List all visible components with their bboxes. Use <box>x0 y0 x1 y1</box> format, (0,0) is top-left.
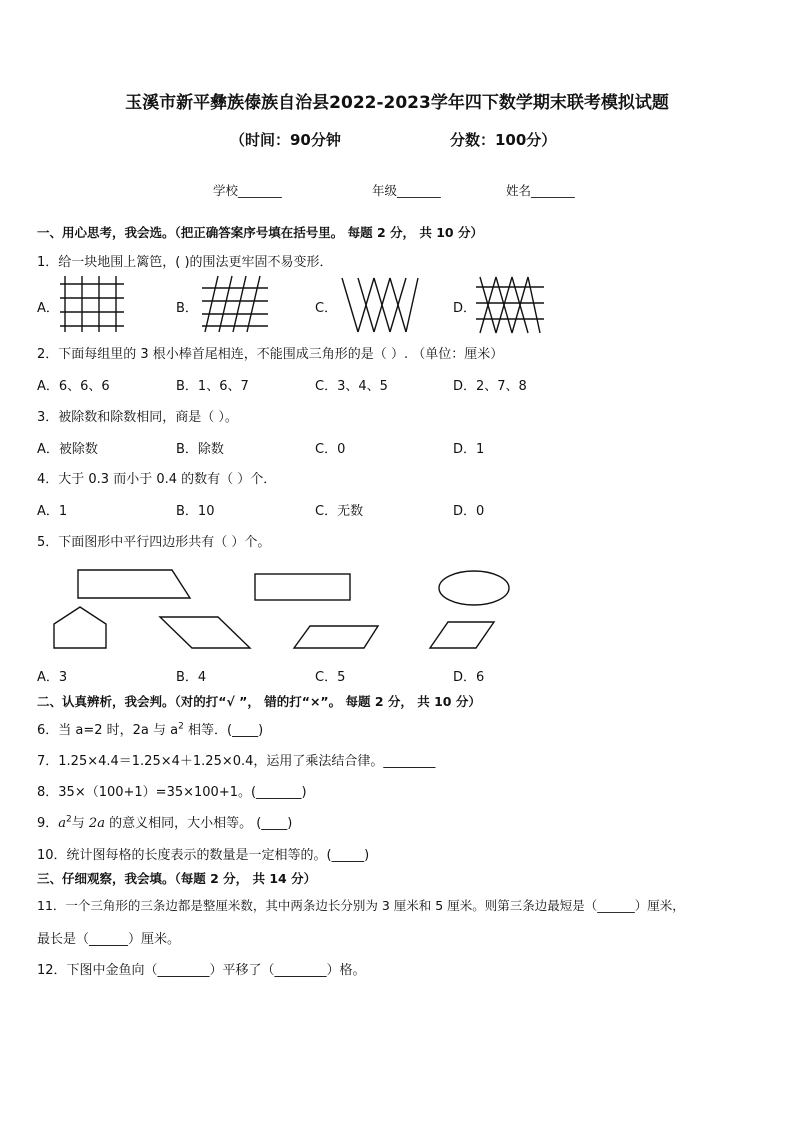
q5-shapes-figure <box>40 562 520 658</box>
q4-option-a[interactable]: A．1 <box>37 504 68 519</box>
q3-option-a[interactable]: A．被除数 <box>37 442 98 457</box>
q5-shape-pentagon <box>54 607 106 648</box>
question-6 <box>37 719 263 738</box>
exam-title: 玉溪市新平彝族傣族自治县2022-2023学年四下数学期末联考模拟试题 <box>125 93 669 113</box>
exam-time: （时间：90分钟 <box>230 131 341 149</box>
q5-option-c[interactable]: C．5 <box>315 670 346 685</box>
q2-option-a[interactable]: A．6、6、6 <box>37 379 110 394</box>
q1-label-d: D． <box>453 301 477 316</box>
q1-figure-a-square-grid <box>60 276 130 334</box>
q9-superscript: 2 <box>66 814 72 825</box>
school-field[interactable]: 学校_______ <box>213 183 282 198</box>
question-9 <box>37 812 292 831</box>
q6-text-start: 6．当 a=2 时，2a 与 a <box>37 723 179 738</box>
question-2: 2．下面每组里的 3 根小棒首尾相连，不能围成三角形的是（ ）. （单位：厘米） <box>37 347 504 362</box>
q1-label-a: A． <box>37 301 59 316</box>
q3-option-d[interactable]: D．1 <box>453 442 485 457</box>
question-1: 1．给一块地围上篱笆，( )的围法更牢固不易变形． <box>37 255 333 270</box>
section2-heading: 二、认真辨析，我会判。（对的打“√ ”， 错的打“×”。 每题 2 分， 共 10 分） <box>37 694 481 709</box>
question-4: 4．大于 0.3 而小于 0.4 的数有（ ）个． <box>37 472 277 487</box>
question-3: 3．被除数和除数相同，商是（ ）。 <box>37 410 238 425</box>
question-7: 7．1.25×4.4＝1.25×4＋1.25×0.4，运用了乘法结合律。________ <box>37 754 436 769</box>
q9-number: 9． <box>37 816 59 831</box>
q5-shape-ellipse <box>439 571 509 605</box>
q9-var-a: a <box>58 816 67 831</box>
q5-shape-parallelogram-top <box>78 570 190 598</box>
q6-text-end: 相等．(____) <box>183 723 264 738</box>
q2-option-b[interactable]: B．1、6、7 <box>176 379 249 394</box>
q1-figure-d-triangle-lattice <box>476 273 548 337</box>
q5-shape-rectangle <box>255 574 350 600</box>
q9-text-end: 的意义相同，大小相等。 (____) <box>104 816 293 831</box>
q5-option-a[interactable]: A．3 <box>37 670 68 685</box>
q1-figure-b-slanted-grid <box>200 276 272 334</box>
section3-heading: 三、仔细观察，我会填。（每题 2 分， 共 14 分） <box>37 871 317 886</box>
q2-option-c[interactable]: C．3、4、5 <box>315 379 388 394</box>
q9-var-2a: 2a <box>88 816 105 831</box>
q4-option-b[interactable]: B．10 <box>176 504 215 519</box>
grade-field[interactable]: 年级_______ <box>372 183 441 198</box>
q2-option-d[interactable]: D．2、7、8 <box>453 379 527 394</box>
name-field[interactable]: 姓名_______ <box>506 183 575 198</box>
question-11-line1: 11．一个三角形的三条边都是整厘米数，其中两条边长分别为 3 厘米和 5 厘米。则第三条边最短是（______）厘米， <box>37 898 685 913</box>
q9-text-mid: 与 <box>71 816 89 831</box>
q4-option-c[interactable]: C．无数 <box>315 504 364 519</box>
q3-option-b[interactable]: B．除数 <box>176 442 224 457</box>
q5-shape-rhombus <box>430 622 494 648</box>
q5-shape-parallelogram-long <box>160 617 250 648</box>
q5-option-d[interactable]: D．6 <box>453 670 485 685</box>
q5-shape-parallelogram-mid <box>294 626 378 648</box>
question-12: 12．下图中金鱼向（________）平移了（________）格。 <box>37 963 366 978</box>
q4-option-d[interactable]: D．0 <box>453 504 485 519</box>
question-10: 10．统计图每格的长度表示的数量是一定相等的。(_____) <box>37 848 370 863</box>
q1-label-c: C． <box>315 301 338 316</box>
q1-label-b: B． <box>176 301 198 316</box>
q1-figure-c-diamond-lattice <box>340 276 420 336</box>
q3-option-c[interactable]: C．0 <box>315 442 346 457</box>
q5-option-b[interactable]: B．4 <box>176 670 207 685</box>
question-8: 8．35×（100+1）=35×100+1。(_______) <box>37 785 307 800</box>
section1-heading: 一、用心思考，我会选。（把正确答案序号填在括号里。 每题 2 分， 共 10 分） <box>37 225 483 240</box>
question-11-line2: 最长是（______）厘米。 <box>37 932 181 947</box>
question-5: 5．下面图形中平行四边形共有（ ）个。 <box>37 535 271 550</box>
exam-score: 分数：100分） <box>450 131 557 149</box>
q6-superscript: 2 <box>178 721 184 732</box>
